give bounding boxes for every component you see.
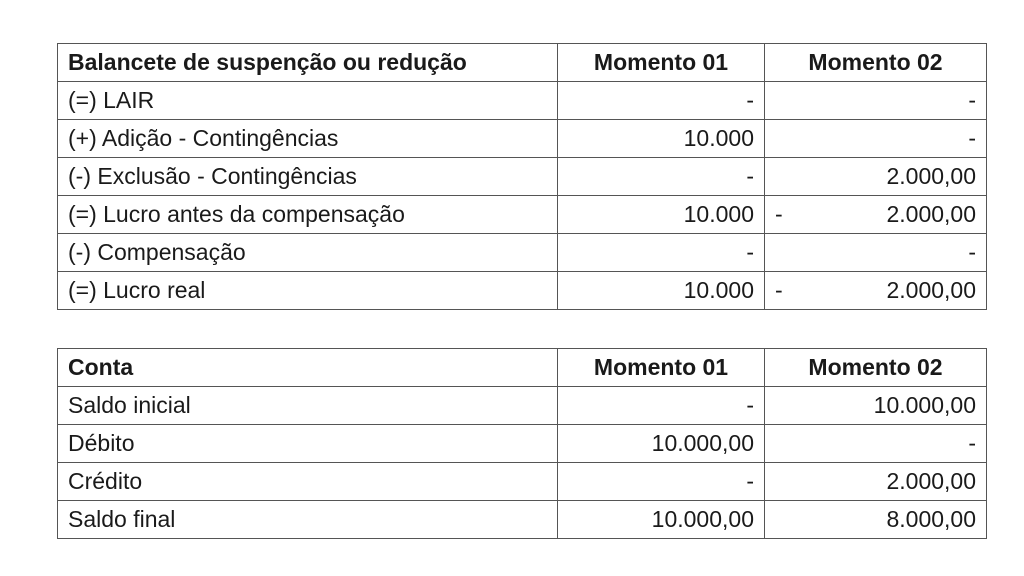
- row-label: (+) Adição - Contingências: [58, 120, 558, 158]
- momento-01-value: -: [558, 158, 765, 196]
- momento-02-cell: [765, 272, 987, 310]
- column-header-conta: Conta: [58, 349, 558, 387]
- momento-02-cell: [765, 501, 987, 539]
- table-header-row: [58, 44, 987, 82]
- momento-02-value: -: [968, 125, 976, 151]
- table-row: [58, 501, 987, 539]
- table-row: [58, 158, 987, 196]
- table-body: [58, 82, 987, 310]
- table-row: [58, 463, 987, 501]
- table-row: [58, 234, 987, 272]
- momento-02-cell: [765, 425, 987, 463]
- row-label: (-) Compensação: [58, 234, 558, 272]
- momento-02-cell: [765, 463, 987, 501]
- momento-01-value: -: [558, 387, 765, 425]
- momento-02-value: 2.000,00: [886, 201, 976, 227]
- momento-02-cell: [765, 387, 987, 425]
- momento-02-value: 10.000,00: [873, 392, 976, 418]
- column-header-momento-02: Momento 02: [765, 44, 987, 82]
- momento-01-value: -: [558, 234, 765, 272]
- momento-02-value: -: [968, 430, 976, 456]
- momento-02-value: 2.000,00: [886, 468, 976, 494]
- negative-sign: -: [775, 201, 783, 227]
- account-ledger-table: [57, 348, 987, 539]
- momento-01-value: -: [558, 82, 765, 120]
- column-header-momento-02: Momento 02: [765, 349, 987, 387]
- row-label: Saldo inicial: [58, 387, 558, 425]
- momento-02-cell: [765, 234, 987, 272]
- table-row: [58, 387, 987, 425]
- column-header-momento-01: Momento 01: [558, 349, 765, 387]
- momento-01-value: 10.000,00: [558, 501, 765, 539]
- row-label: Crédito: [58, 463, 558, 501]
- table-row: [58, 196, 987, 234]
- table-row: [58, 272, 987, 310]
- table-header-row: [58, 349, 987, 387]
- column-header-description: Balancete de suspenção ou redução: [58, 44, 558, 82]
- momento-01-value: 10.000: [558, 120, 765, 158]
- momento-01-value: 10.000: [558, 272, 765, 310]
- momento-02-value: 8.000,00: [886, 506, 976, 532]
- table-row: [58, 120, 987, 158]
- suspension-balance-table: [57, 43, 987, 310]
- momento-02-value: -: [968, 87, 976, 113]
- row-label: (-) Exclusão - Contingências: [58, 158, 558, 196]
- table-row: [58, 425, 987, 463]
- momento-02-value: 2.000,00: [886, 277, 976, 303]
- momento-01-value: 10.000,00: [558, 425, 765, 463]
- momento-02-value: 2.000,00: [886, 163, 976, 189]
- momento-02-cell: [765, 120, 987, 158]
- momento-02-value: -: [968, 239, 976, 265]
- momento-01-value: 10.000: [558, 196, 765, 234]
- table-row: [58, 82, 987, 120]
- row-label: (=) Lucro real: [58, 272, 558, 310]
- row-label: (=) LAIR: [58, 82, 558, 120]
- momento-01-value: -: [558, 463, 765, 501]
- momento-02-cell: [765, 196, 987, 234]
- row-label: Débito: [58, 425, 558, 463]
- row-label: Saldo final: [58, 501, 558, 539]
- negative-sign: -: [775, 277, 783, 303]
- column-header-momento-01: Momento 01: [558, 44, 765, 82]
- momento-02-cell: [765, 158, 987, 196]
- momento-02-cell: [765, 82, 987, 120]
- row-label: (=) Lucro antes da compensação: [58, 196, 558, 234]
- table-body: [58, 387, 987, 539]
